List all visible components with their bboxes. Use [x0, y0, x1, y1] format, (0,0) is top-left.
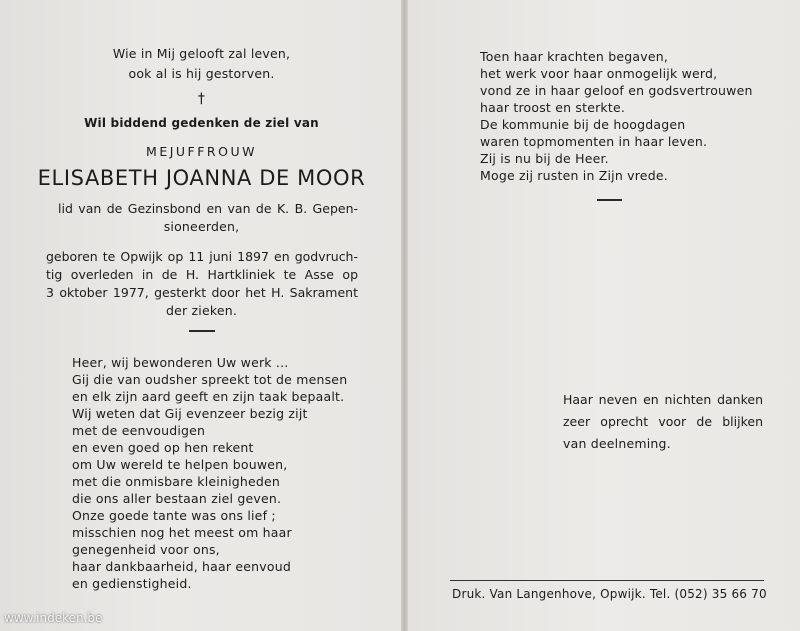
birth-line-2: tig overleden in de H. Hartkliniek te Asse op	[46, 267, 358, 282]
verse-line: vond ze in haar geloof en godsvertrouwen	[480, 83, 753, 98]
cross-icon: †	[197, 91, 206, 107]
verse-line: haar troost en sterkte.	[480, 100, 626, 115]
poem-line: en elk zijn aard geeft en zijn taak bepaalt.	[72, 389, 345, 404]
verse-line: De kommunie bij de hoogdagen	[480, 117, 686, 132]
membership-line-1: lid van de Gezinsbond en van de K. B. Gepen-	[58, 201, 358, 216]
poem-line: met die onmisbare kleinigheden	[72, 474, 281, 489]
thanks-line: zeer oprecht voor de blijken	[563, 414, 763, 429]
poem-line: en gedienstigheid.	[72, 576, 192, 591]
poem-line: die ons aller bestaan ziel geven.	[72, 491, 282, 506]
verse-line: Zij is nu bij de Heer.	[480, 151, 609, 166]
verse-line: het werk voor haar onmogelijk werd,	[480, 66, 718, 81]
remember-line: Wil biddend gedenken de ziel van	[84, 116, 319, 130]
thanks-line: van deelneming.	[563, 436, 671, 451]
poem-line: Onze goede tante was ons lief ;	[72, 508, 276, 523]
left-divider	[189, 330, 215, 332]
verse-line: Moge zij rusten in Zijn vrede.	[480, 168, 668, 183]
birth-line-3: 3 oktober 1977, gesterkt door het H. Sakrament	[46, 285, 358, 300]
poem-line: Gij die van oudsher spreekt tot de mensen	[72, 372, 348, 387]
thanks-line: Haar neven en nichten danken	[563, 392, 763, 407]
birth-line-4: der zieken.	[165, 303, 238, 318]
deceased-name: ELISABETH JOANNA DE MOOR	[37, 166, 366, 190]
poem-line: om Uw wereld te helpen bouwen,	[72, 457, 288, 472]
watermark: www.indeken.be	[4, 611, 103, 625]
verse-line: waren topmomenten in haar leven.	[480, 134, 708, 149]
birth-line-1: geboren te Opwijk op 11 juni 1897 en godvruch-	[46, 249, 358, 264]
poem-line: met de eenvoudigen	[72, 423, 206, 438]
poem-line: en even goed op hen rekent	[72, 440, 254, 455]
printer-rule	[450, 580, 764, 581]
poem-line: misschien nog het meest om haar	[72, 525, 292, 540]
poem-line: Wij weten dat Gij evenzeer bezig zijt	[72, 406, 308, 421]
membership-line-2: sioneerden,	[163, 219, 240, 234]
printer-credit: Druk. Van Langenhove, Opwijk. Tel. (052) 35 66 70	[452, 587, 767, 601]
right-divider	[597, 199, 622, 201]
motto-line-2: ook al is hij gestorven.	[128, 66, 275, 81]
poem-line: genegenheid voor ons,	[72, 542, 220, 557]
poem-line: Heer, wij bewonderen Uw werk ...	[72, 355, 289, 370]
poem-line: haar dankbaarheid, haar eenvoud	[72, 559, 292, 574]
verse-line: Toen haar krachten begaven,	[480, 49, 669, 64]
motto-line-1: Wie in Mij gelooft zal leven,	[112, 46, 291, 61]
honorific-title: MEJUFFROUW	[146, 144, 257, 159]
